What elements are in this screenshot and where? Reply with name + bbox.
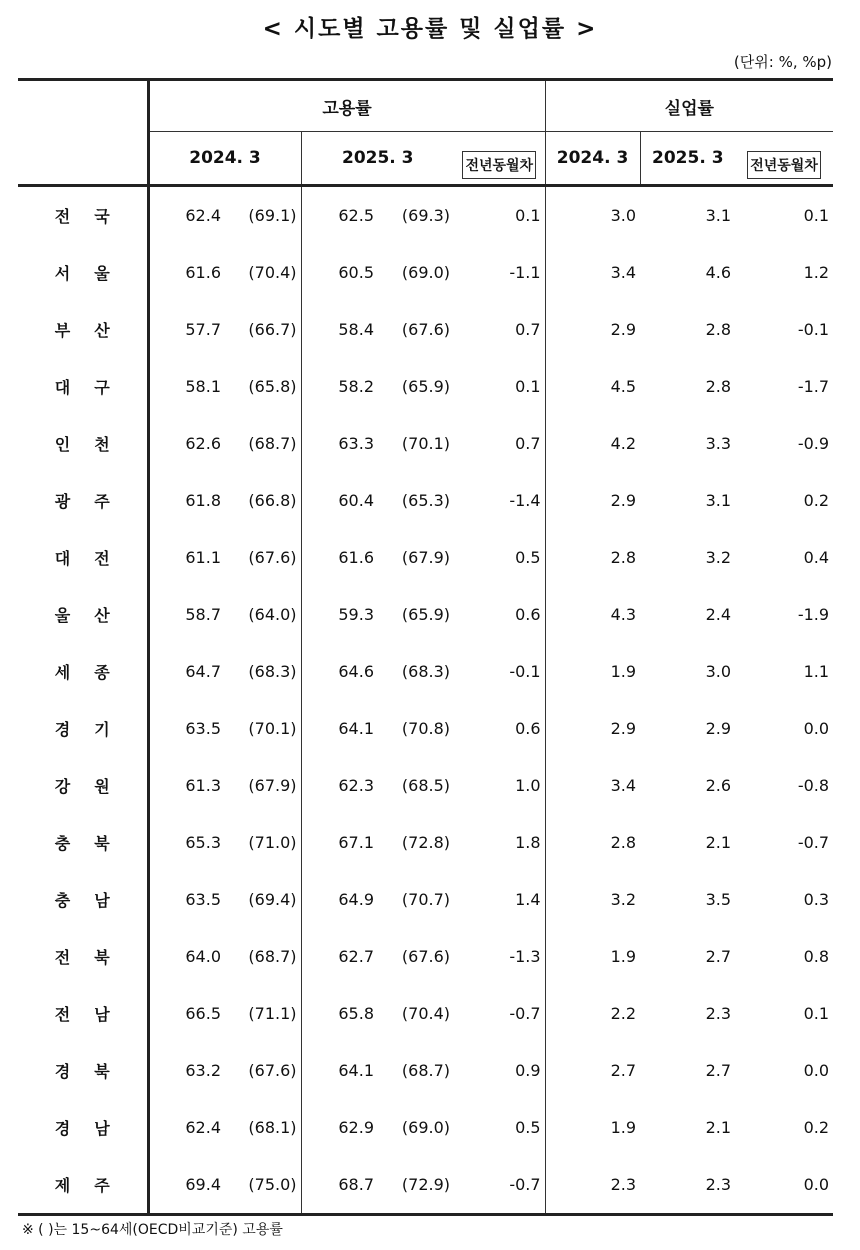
- unemployment-2024-cell: 2.8: [610, 833, 637, 852]
- unemployment-2024-cell: 2.9: [610, 491, 637, 510]
- employment-2025-oecd-cell: (72.8): [401, 833, 450, 852]
- unemployment-2025-cell: 2.3: [705, 1175, 732, 1194]
- employment-2024-cell: 61.1: [185, 548, 221, 567]
- region-cell: 경기: [18, 700, 148, 757]
- unemployment-2025-cell: 3.0: [705, 662, 732, 681]
- employment-2024-oecd-cell: (66.7): [233, 301, 301, 358]
- table-row: [18, 814, 833, 871]
- unemployment-diff-cell: 0.3: [803, 890, 830, 909]
- employment-diff-cell: 0.1: [454, 186, 545, 245]
- employment-2025-cell: 58.4: [338, 320, 374, 339]
- table-row: [18, 244, 833, 301]
- unemployment-diff-cell: -0.8: [797, 776, 830, 795]
- region-cell: 전국: [18, 186, 148, 245]
- employment-diff-cell: 1.0: [454, 757, 545, 814]
- employment-2024-cell: 58.1: [185, 377, 221, 396]
- employment-2025-cell: 62.7: [338, 947, 374, 966]
- unemployment-diff-header: [735, 132, 833, 186]
- employment-diff-label: 전년동월차: [462, 151, 536, 179]
- table-row: [18, 186, 833, 245]
- employment-2025-oecd-cell: (67.6): [401, 947, 450, 966]
- unemployment-diff-cell: -0.7: [797, 833, 830, 852]
- employment-diff-cell: -0.7: [454, 985, 545, 1042]
- employment-2024-cell: 63.5: [185, 890, 221, 909]
- unemployment-2025-cell: 2.9: [705, 719, 732, 738]
- employment-2024-cell: 64.7: [185, 662, 221, 681]
- employment-2024-cell: 63.2: [185, 1061, 221, 1080]
- employment-2025-oecd-cell: (68.3): [401, 662, 450, 681]
- employment-2024-oecd-cell: (67.9): [233, 757, 301, 814]
- unemployment-2024-cell: 2.9: [610, 320, 637, 339]
- employment-2025-oecd-cell: (67.9): [401, 548, 450, 567]
- unemployment-diff-cell: 0.1: [803, 1004, 830, 1023]
- employment-2025-oecd-cell: (69.0): [401, 263, 450, 282]
- unemployment-diff-label: 전년동월차: [747, 151, 821, 179]
- employment-2024-cell: 61.6: [185, 263, 221, 282]
- table-row: [18, 586, 833, 643]
- employment-diff-cell: -1.4: [454, 472, 545, 529]
- region-cell: 서울: [18, 244, 148, 301]
- employment-diff-cell: -1.1: [454, 244, 545, 301]
- employment-2024-oecd-cell: (67.6): [233, 529, 301, 586]
- table-row: [18, 301, 833, 358]
- employment-2025-cell: 62.3: [338, 776, 374, 795]
- employment-2024-oecd-cell: (69.4): [233, 871, 301, 928]
- employment-2025-oecd-cell: (65.9): [401, 377, 450, 396]
- region-cell: 광주: [18, 472, 148, 529]
- employment-2024-oecd-cell: (68.3): [233, 643, 301, 700]
- employment-diff-cell: 1.8: [454, 814, 545, 871]
- employment-diff-cell: 0.9: [454, 1042, 545, 1099]
- table-row: [18, 757, 833, 814]
- unemployment-diff-cell: -0.9: [797, 434, 830, 453]
- employment-2025-oecd-cell: (70.4): [401, 1004, 450, 1023]
- employment-diff-cell: 0.7: [454, 301, 545, 358]
- unemployment-diff-cell: -1.9: [797, 605, 830, 624]
- employment-2024-oecd-cell: (66.8): [233, 472, 301, 529]
- unemployment-2025-cell: 2.4: [705, 605, 732, 624]
- unemployment-2025-cell: 2.1: [705, 1118, 732, 1137]
- unemployment-2025-cell: 2.8: [705, 320, 732, 339]
- stats-table: [18, 78, 833, 1216]
- unemployment-2025-cell: 4.6: [705, 263, 732, 282]
- table-row: [18, 985, 833, 1042]
- table-row: [18, 529, 833, 586]
- unemployment-2025-cell: 3.2: [705, 548, 732, 567]
- unemployment-2024-cell: 1.9: [610, 947, 637, 966]
- employment-2024-header: 2024. 3: [148, 132, 301, 186]
- employment-2024-cell: 69.4: [185, 1175, 221, 1194]
- unit-label: (단위: %, %p): [733, 53, 832, 71]
- employment-2024-cell: 57.7: [185, 320, 221, 339]
- region-cell: 전남: [18, 985, 148, 1042]
- employment-2025-oecd-cell: (70.7): [401, 890, 450, 909]
- region-cell: 대구: [18, 358, 148, 415]
- unemployment-diff-cell: 0.0: [803, 1175, 830, 1194]
- employment-2024-oecd-cell: (68.7): [233, 415, 301, 472]
- unemployment-2024-cell: 1.9: [610, 662, 637, 681]
- employment-2024-cell: 62.4: [185, 206, 221, 225]
- employment-diff-cell: -1.3: [454, 928, 545, 985]
- unemployment-2025-cell: 2.6: [705, 776, 732, 795]
- employment-2024-cell: 64.0: [185, 947, 221, 966]
- region-cell: 강원: [18, 757, 148, 814]
- page-title: < 시도별 고용률 및 실업률 >: [262, 16, 598, 42]
- unemployment-2025-cell: 3.3: [705, 434, 732, 453]
- region-cell: 대전: [18, 529, 148, 586]
- table-row: [18, 1156, 833, 1215]
- unemployment-2024-cell: 4.5: [610, 377, 637, 396]
- employment-2024-oecd-cell: (69.1): [233, 186, 301, 245]
- unemployment-2025-cell: 2.7: [705, 947, 732, 966]
- region-cell: 세종: [18, 643, 148, 700]
- employment-diff-cell: 0.7: [454, 415, 545, 472]
- unemployment-2024-header: 2024. 3: [545, 132, 640, 186]
- region-cell: 전북: [18, 928, 148, 985]
- table-row: [18, 700, 833, 757]
- region-cell: 경남: [18, 1099, 148, 1156]
- unemployment-diff-cell: -1.7: [797, 377, 830, 396]
- employment-2025-cell: 59.3: [338, 605, 374, 624]
- employment-2025-cell: 64.9: [338, 890, 374, 909]
- unemployment-diff-cell: 0.8: [803, 947, 830, 966]
- employment-2024-cell: 63.5: [185, 719, 221, 738]
- unemployment-diff-cell: 0.0: [803, 1061, 830, 1080]
- region-cell: 인천: [18, 415, 148, 472]
- unemployment-2024-cell: 3.2: [610, 890, 637, 909]
- employment-2025-oecd-cell: (65.9): [401, 605, 450, 624]
- employment-2025-oecd-cell: (67.6): [401, 320, 450, 339]
- unemployment-2025-cell: 2.8: [705, 377, 732, 396]
- unemployment-diff-cell: 0.2: [803, 1118, 830, 1137]
- employment-2025-cell: 64.1: [338, 719, 374, 738]
- unemployment-2025-header: 2025. 3: [640, 132, 735, 186]
- employment-diff-cell: 0.5: [454, 529, 545, 586]
- unemployment-2024-cell: 1.9: [610, 1118, 637, 1137]
- region-cell: 울산: [18, 586, 148, 643]
- employment-2024-oecd-cell: (67.6): [233, 1042, 301, 1099]
- corner-cell: [18, 80, 148, 186]
- table-body: [18, 186, 833, 1215]
- employment-2025-oecd-cell: (70.1): [401, 434, 450, 453]
- employment-diff-cell: 0.6: [454, 586, 545, 643]
- table-row: [18, 928, 833, 985]
- employment-2024-cell: 58.7: [185, 605, 221, 624]
- employment-diff-cell: 0.1: [454, 358, 545, 415]
- unemployment-2024-cell: 3.4: [610, 776, 637, 795]
- unemployment-2024-cell: 2.9: [610, 719, 637, 738]
- employment-diff-header: [454, 132, 545, 186]
- employment-2025-cell: 61.6: [338, 548, 374, 567]
- employment-2024-oecd-cell: (71.0): [233, 814, 301, 871]
- employment-diff-cell: 0.5: [454, 1099, 545, 1156]
- employment-2024-oecd-cell: (68.1): [233, 1099, 301, 1156]
- unemployment-diff-cell: 1.1: [803, 662, 830, 681]
- table-row: [18, 643, 833, 700]
- unemployment-diff-cell: -0.1: [797, 320, 830, 339]
- employment-2024-oecd-cell: (68.7): [233, 928, 301, 985]
- unemployment-diff-cell: 0.2: [803, 491, 830, 510]
- employment-2024-cell: 62.6: [185, 434, 221, 453]
- unemployment-header: 실업률: [545, 80, 833, 132]
- employment-2024-cell: 61.8: [185, 491, 221, 510]
- table-row: [18, 871, 833, 928]
- employment-2024-cell: 62.4: [185, 1118, 221, 1137]
- unemployment-2024-cell: 2.7: [610, 1061, 637, 1080]
- employment-2025-cell: 64.1: [338, 1061, 374, 1080]
- employment-2025-oecd-cell: (72.9): [401, 1175, 450, 1194]
- unemployment-diff-cell: 1.2: [803, 263, 830, 282]
- employment-2025-cell: 63.3: [338, 434, 374, 453]
- unemployment-2025-cell: 2.1: [705, 833, 732, 852]
- employment-2025-header: 2025. 3: [301, 132, 454, 186]
- employment-header: 고용률: [148, 80, 545, 132]
- employment-2025-oecd-cell: (68.7): [401, 1061, 450, 1080]
- unemployment-diff-cell: 0.0: [803, 719, 830, 738]
- unemployment-diff-cell: 0.4: [803, 548, 830, 567]
- employment-2024-oecd-cell: (65.8): [233, 358, 301, 415]
- unemployment-2025-cell: 3.1: [705, 491, 732, 510]
- unemployment-2024-cell: 4.2: [610, 434, 637, 453]
- employment-2025-cell: 67.1: [338, 833, 374, 852]
- table-row: [18, 358, 833, 415]
- employment-diff-cell: -0.1: [454, 643, 545, 700]
- region-cell: 제주: [18, 1156, 148, 1215]
- region-cell: 경북: [18, 1042, 148, 1099]
- employment-2025-cell: 68.7: [338, 1175, 374, 1194]
- footnote: ※ ( )는 15~64세(OECD비교기준) 고용률: [22, 1222, 283, 1238]
- employment-2025-cell: 62.5: [338, 206, 374, 225]
- table-row: [18, 415, 833, 472]
- employment-diff-cell: -0.7: [454, 1156, 545, 1215]
- unemployment-2024-cell: 4.3: [610, 605, 637, 624]
- employment-2024-oecd-cell: (70.4): [233, 244, 301, 301]
- table-row: [18, 1099, 833, 1156]
- employment-2025-oecd-cell: (69.3): [401, 206, 450, 225]
- employment-2025-oecd-cell: (70.8): [401, 719, 450, 738]
- unemployment-2024-cell: 2.8: [610, 548, 637, 567]
- unemployment-2024-cell: 3.4: [610, 263, 637, 282]
- unemployment-2025-cell: 2.7: [705, 1061, 732, 1080]
- employment-2025-cell: 65.8: [338, 1004, 374, 1023]
- unemployment-2025-cell: 3.5: [705, 890, 732, 909]
- employment-2025-cell: 58.2: [338, 377, 374, 396]
- employment-diff-cell: 1.4: [454, 871, 545, 928]
- employment-2025-oecd-cell: (69.0): [401, 1118, 450, 1137]
- employment-2024-cell: 66.5: [185, 1004, 221, 1023]
- unemployment-2025-cell: 3.1: [705, 206, 732, 225]
- region-cell: 충남: [18, 871, 148, 928]
- region-cell: 부산: [18, 301, 148, 358]
- employment-2025-cell: 60.4: [338, 491, 374, 510]
- employment-2025-cell: 64.6: [338, 662, 374, 681]
- employment-diff-cell: 0.6: [454, 700, 545, 757]
- unemployment-diff-cell: 0.1: [803, 206, 830, 225]
- unemployment-2024-cell: 2.2: [610, 1004, 637, 1023]
- employment-2025-cell: 60.5: [338, 263, 374, 282]
- employment-2024-oecd-cell: (75.0): [233, 1156, 301, 1215]
- employment-2025-oecd-cell: (68.5): [401, 776, 450, 795]
- region-cell: 충북: [18, 814, 148, 871]
- table-row: [18, 1042, 833, 1099]
- employment-2024-oecd-cell: (64.0): [233, 586, 301, 643]
- employment-2025-oecd-cell: (65.3): [401, 491, 450, 510]
- employment-2024-cell: 61.3: [185, 776, 221, 795]
- table-row: [18, 472, 833, 529]
- unemployment-2025-cell: 2.3: [705, 1004, 732, 1023]
- employment-2024-cell: 65.3: [185, 833, 221, 852]
- unemployment-2024-cell: 3.0: [610, 206, 637, 225]
- employment-2025-cell: 62.9: [338, 1118, 374, 1137]
- employment-2024-oecd-cell: (71.1): [233, 985, 301, 1042]
- employment-2024-oecd-cell: (70.1): [233, 700, 301, 757]
- unemployment-2024-cell: 2.3: [610, 1175, 637, 1194]
